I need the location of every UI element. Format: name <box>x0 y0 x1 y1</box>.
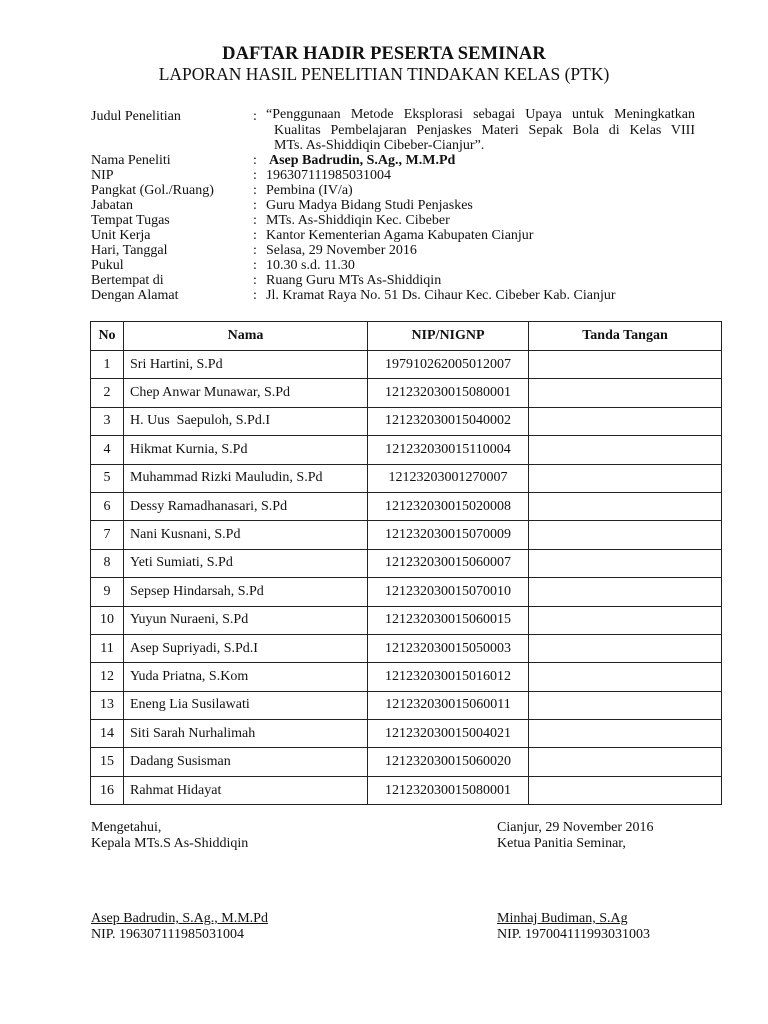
cell-nama: Sri Hartini, S.Pd <box>124 351 368 379</box>
info-row-pangkat <box>91 183 731 198</box>
column-header-no: No <box>91 322 124 351</box>
cell-no: 1 <box>91 351 124 379</box>
cell-nama: Hikmat Kurnia, S.Pd <box>124 436 368 464</box>
table-row <box>91 776 722 804</box>
cell-nama: Yeti Sumiati, S.Pd <box>124 549 368 577</box>
info-label: Hari, Tanggal <box>91 243 168 258</box>
attendance-table-body <box>91 351 722 805</box>
info-value: Ruang Guru MTs As-Shiddiqin <box>266 273 442 288</box>
cell-nama: Yuyun Nuraeni, S.Pd <box>124 606 368 634</box>
info-colon: : <box>253 153 257 168</box>
research-info <box>91 107 731 303</box>
info-colon: : <box>253 273 257 288</box>
cell-nama: Siti Sarah Nurhalimah <box>124 720 368 748</box>
document-title: DAFTAR HADIR PESERTA SEMINAR <box>222 44 546 64</box>
signature-left-nip: NIP. 196307111985031004 <box>91 927 244 942</box>
cell-tanda-tangan <box>529 379 722 407</box>
cell-nip: 121232030015080001 <box>368 379 529 407</box>
cell-no: 3 <box>91 407 124 435</box>
cell-nip: 121232030015060015 <box>368 606 529 634</box>
cell-tanda-tangan <box>529 776 722 804</box>
info-value: Selasa, 29 November 2016 <box>266 243 417 258</box>
signature-right-line1: Cianjur, 29 November 2016 <box>497 820 654 835</box>
cell-nip: 12123203001270007 <box>368 464 529 492</box>
cell-tanda-tangan <box>529 691 722 719</box>
cell-nip: 121232030015080001 <box>368 776 529 804</box>
cell-tanda-tangan <box>529 464 722 492</box>
info-colon: : <box>253 258 257 273</box>
column-header-tanda-tangan: Tanda Tangan <box>529 322 722 351</box>
cell-nama: Muhammad Rizki Mauludin, S.Pd <box>124 464 368 492</box>
cell-no: 6 <box>91 492 124 520</box>
info-label: Jabatan <box>91 198 133 213</box>
info-row-nama-peneliti <box>91 153 731 168</box>
cell-tanda-tangan <box>529 634 722 662</box>
cell-no: 7 <box>91 521 124 549</box>
info-label: NIP <box>91 168 114 183</box>
table-row <box>91 663 722 691</box>
info-label: Pukul <box>91 258 124 273</box>
info-colon: : <box>253 168 257 183</box>
info-value: MTs. As-Shiddiqin Kec. Cibeber <box>266 213 450 228</box>
cell-nip: 121232030015110004 <box>368 436 529 464</box>
cell-tanda-tangan <box>529 492 722 520</box>
cell-tanda-tangan <box>529 578 722 606</box>
signature-right-line2: Ketua Panitia Seminar, <box>497 836 626 851</box>
table-row <box>91 436 722 464</box>
info-row-jabatan <box>91 198 731 213</box>
cell-nama: Dadang Susisman <box>124 748 368 776</box>
cell-nip: 121232030015070010 <box>368 578 529 606</box>
cell-nama: Yuda Priatna, S.Kom <box>124 663 368 691</box>
signature-block-right <box>497 820 654 852</box>
cell-nip: 121232030015020008 <box>368 492 529 520</box>
cell-nama: Nani Kusnani, S.Pd <box>124 521 368 549</box>
research-title <box>266 107 695 154</box>
info-value: Jl. Kramat Raya No. 51 Ds. Cihaur Kec. Cibeber Kab. Cianjur <box>266 288 616 303</box>
cell-nip: 121232030015040002 <box>368 407 529 435</box>
info-row-pukul <box>91 258 731 273</box>
table-row <box>91 720 722 748</box>
cell-nama: Sepsep Hindarsah, S.Pd <box>124 578 368 606</box>
info-value: Kantor Kementerian Agama Kabupaten Cianjur <box>266 228 534 243</box>
table-row <box>91 521 722 549</box>
cell-no: 5 <box>91 464 124 492</box>
table-row <box>91 351 722 379</box>
info-colon: : <box>253 183 257 198</box>
cell-no: 4 <box>91 436 124 464</box>
table-row <box>91 464 722 492</box>
cell-nip: 121232030015050003 <box>368 634 529 662</box>
research-title-line: “Penggunaan Metode Eksplorasi sebagai Upaya untuk Meningkatkan <box>266 107 695 122</box>
table-row <box>91 549 722 577</box>
table-row <box>91 379 722 407</box>
cell-nip: 121232030015016012 <box>368 663 529 691</box>
signature-block-right-name <box>497 911 650 943</box>
cell-tanda-tangan <box>529 606 722 634</box>
document-subtitle: LAPORAN HASIL PENELITIAN TINDAKAN KELAS (PTK) <box>158 64 610 84</box>
signature-block-left <box>91 820 248 852</box>
signature-left-line1: Mengetahui, <box>91 820 162 835</box>
cell-no: 2 <box>91 379 124 407</box>
cell-nama: Asep Supriyadi, S.Pd.I <box>124 634 368 662</box>
cell-nip: 121232030015004021 <box>368 720 529 748</box>
cell-no: 11 <box>91 634 124 662</box>
cell-nip: 121232030015060020 <box>368 748 529 776</box>
cell-no: 9 <box>91 578 124 606</box>
info-row-unit-kerja <box>91 228 731 243</box>
signature-left-line2: Kepala MTs.S As-Shiddiqin <box>91 836 249 851</box>
info-row-alamat <box>91 288 731 303</box>
info-value: Asep Badrudin, S.Ag., M.M.Pd <box>269 153 456 168</box>
cell-tanda-tangan <box>529 549 722 577</box>
cell-no: 16 <box>91 776 124 804</box>
cell-tanda-tangan <box>529 748 722 776</box>
cell-nama: Dessy Ramadhanasari, S.Pd <box>124 492 368 520</box>
info-value: 10.30 s.d. 11.30 <box>266 258 355 273</box>
info-colon: : <box>253 243 257 258</box>
info-colon: : <box>253 213 257 228</box>
cell-nip: 121232030015060011 <box>368 691 529 719</box>
info-label: Pangkat (Gol./Ruang) <box>91 183 214 198</box>
cell-tanda-tangan <box>529 351 722 379</box>
cell-nama: Chep Anwar Munawar, S.Pd <box>124 379 368 407</box>
table-row <box>91 606 722 634</box>
signature-right-name: Minhaj Budiman, S.Ag <box>497 911 628 926</box>
table-row <box>91 492 722 520</box>
cell-no: 8 <box>91 549 124 577</box>
cell-no: 15 <box>91 748 124 776</box>
info-label: Dengan Alamat <box>91 288 179 303</box>
table-row <box>91 691 722 719</box>
cell-tanda-tangan <box>529 663 722 691</box>
table-row <box>91 407 722 435</box>
column-header-nama: Nama <box>124 322 368 351</box>
info-row-hari-tanggal <box>91 243 731 258</box>
info-row-judul <box>91 107 731 153</box>
attendance-table <box>90 321 722 805</box>
info-row-bertempat <box>91 273 731 288</box>
cell-no: 12 <box>91 663 124 691</box>
info-label: Tempat Tugas <box>91 213 170 228</box>
cell-nama: Eneng Lia Susilawati <box>124 691 368 719</box>
info-label: Judul Penelitian <box>91 109 181 124</box>
info-value: Pembina (IV/a) <box>266 183 353 198</box>
info-row-nip <box>91 168 731 183</box>
info-label: Unit Kerja <box>91 228 151 243</box>
table-header-row <box>91 322 722 351</box>
table-row <box>91 748 722 776</box>
cell-no: 13 <box>91 691 124 719</box>
signature-block-left-name <box>91 911 268 943</box>
info-value: 196307111985031004 <box>266 168 391 183</box>
info-label: Bertempat di <box>91 273 164 288</box>
cell-nip: 121232030015060007 <box>368 549 529 577</box>
cell-tanda-tangan <box>529 521 722 549</box>
cell-no: 14 <box>91 720 124 748</box>
cell-tanda-tangan <box>529 720 722 748</box>
table-row <box>91 578 722 606</box>
cell-nip: 197910262005012007 <box>368 351 529 379</box>
signature-right-nip: NIP. 197004111993031003 <box>497 927 650 942</box>
info-colon: : <box>253 109 257 124</box>
cell-nip: 121232030015070009 <box>368 521 529 549</box>
cell-tanda-tangan <box>529 436 722 464</box>
info-colon: : <box>253 198 257 213</box>
cell-tanda-tangan <box>529 407 722 435</box>
signature-left-name: Asep Badrudin, S.Ag., M.M.Pd <box>91 911 268 926</box>
cell-nama: Rahmat Hidayat <box>124 776 368 804</box>
cell-no: 10 <box>91 606 124 634</box>
cell-nama: H. Uus Saepuloh, S.Pd.I <box>124 407 368 435</box>
info-label: Nama Peneliti <box>91 153 171 168</box>
info-row-tempat-tugas <box>91 213 731 228</box>
research-title-line: Kualitas Pembelajaran Penjaskes Materi Sepak Bola di Kelas VIII <box>274 122 695 138</box>
column-header-nip: NIP/NIGNP <box>368 322 529 351</box>
info-colon: : <box>253 288 257 303</box>
research-title-line: MTs. As-Shiddiqin Cibeber-Cianjur”. <box>274 138 485 153</box>
table-row <box>91 634 722 662</box>
info-value: Guru Madya Bidang Studi Penjaskes <box>266 198 473 213</box>
info-colon: : <box>253 228 257 243</box>
